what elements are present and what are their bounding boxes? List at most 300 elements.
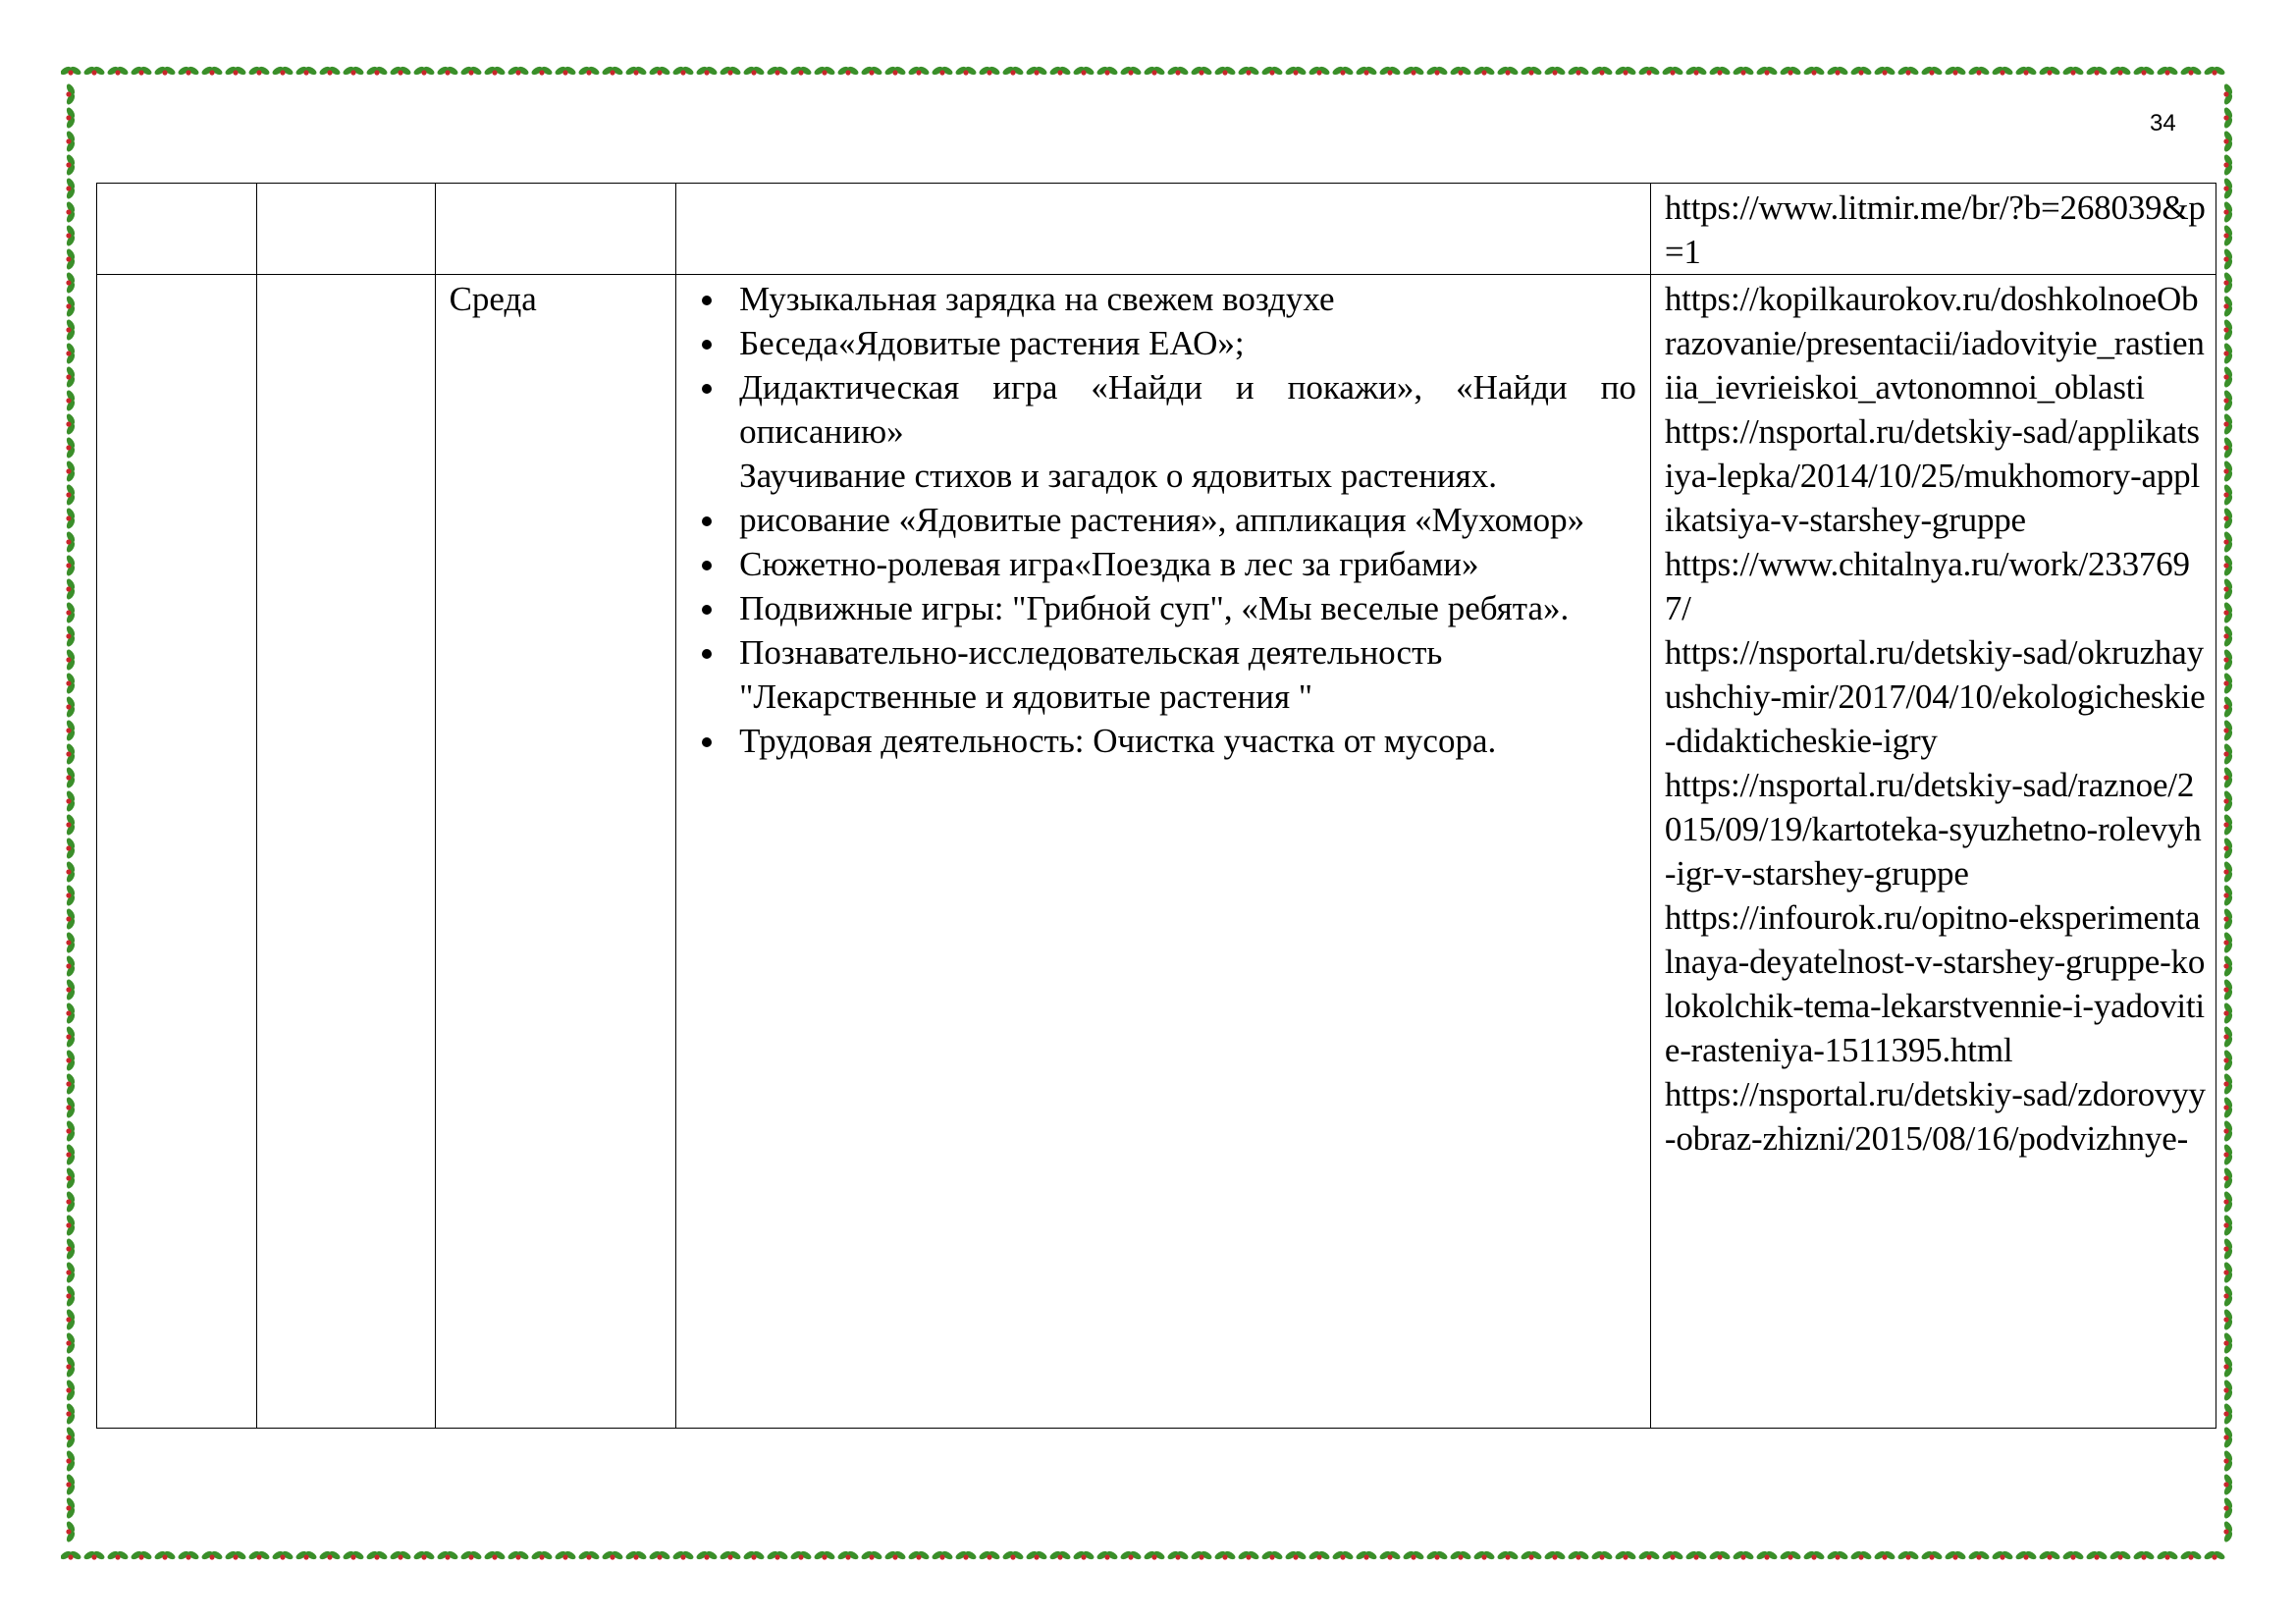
activity-item: Беседа«Ядовитые растения ЕАО»; — [690, 321, 1636, 365]
holly-leaf-icon — [2132, 65, 2156, 77]
holly-leaf-icon — [2179, 65, 2203, 77]
holly-leaf-icon — [1991, 1549, 2014, 1561]
holly-leaf-icon — [813, 65, 836, 77]
holly-leaf-icon — [65, 177, 77, 200]
holly-leaf-icon — [1425, 65, 1449, 77]
activities-cell — [676, 275, 1651, 1429]
holly-leaf-icon — [1048, 1549, 1072, 1561]
holly-leaf-icon — [365, 65, 389, 77]
holly-leaf-icon — [1425, 1549, 1449, 1561]
holly-leaf-icon — [106, 1549, 130, 1561]
activity-item: рисование «Ядовитые растения», аппликация «Мухомор» — [690, 498, 1636, 542]
holly-leaf-icon — [247, 65, 271, 77]
holly-leaf-icon — [2222, 1049, 2234, 1072]
holly-leaf-icon — [483, 65, 507, 77]
holly-leaf-icon — [1190, 1549, 1213, 1561]
holly-leaf-icon — [342, 1549, 365, 1561]
holly-leaf-icon — [2222, 507, 2234, 530]
holly-leaf-icon — [2222, 554, 2234, 577]
holly-leaf-icon — [883, 65, 907, 77]
holly-leaf-icon — [2222, 177, 2234, 200]
holly-leaf-icon — [1520, 1549, 1543, 1561]
holly-leaf-icon — [65, 860, 77, 884]
holly-leaf-icon — [1472, 1549, 1496, 1561]
holly-leaf-icon — [1402, 65, 1425, 77]
holly-leaf-icon — [2222, 1379, 2234, 1402]
holly-leaf-icon — [1590, 65, 1614, 77]
holly-leaf-icon — [65, 1096, 77, 1119]
resource-link[interactable]: https://www.chitalnya.ru/work/2337697/ — [1664, 545, 2190, 627]
holly-leaf-icon — [2222, 1308, 2234, 1331]
holly-leaf-icon — [2038, 65, 2061, 77]
holly-leaf-icon — [2156, 65, 2179, 77]
holly-leaf-icon — [65, 460, 77, 483]
activity-item: Музыкальная зарядка на свежем воздухе — [690, 277, 1636, 321]
holly-leaf-icon — [1496, 1549, 1520, 1561]
holly-leaf-icon — [2222, 719, 2234, 742]
holly-leaf-icon — [65, 601, 77, 624]
holly-leaf-icon — [65, 247, 77, 271]
holly-leaf-icon — [65, 507, 77, 530]
table-cell-empty — [256, 184, 435, 275]
holly-leaf-icon — [2222, 130, 2234, 153]
holly-leaf-icon — [82, 65, 106, 77]
holly-leaf-icon — [65, 837, 77, 860]
holly-leaf-icon — [2156, 1549, 2179, 1561]
holly-leaf-icon — [2222, 271, 2234, 295]
holly-leaf-icon — [1614, 1549, 1637, 1561]
holly-leaf-icon — [648, 65, 671, 77]
holly-leaf-icon — [836, 65, 860, 77]
holly-leaf-icon — [61, 65, 82, 77]
holly-leaf-icon — [530, 1549, 554, 1561]
table-row — [97, 184, 2216, 275]
holly-leaf-icon — [2014, 65, 2038, 77]
holly-leaf-icon — [2109, 1549, 2132, 1561]
holly-leaf-icon — [2222, 1496, 2234, 1520]
holly-leaf-icon — [1237, 1549, 1260, 1561]
holly-leaf-icon — [65, 1143, 77, 1166]
activity-item: Трудовая деятельность: Очистка участка от мусора. — [690, 719, 1636, 763]
holly-leaf-icon — [65, 1261, 77, 1284]
holly-leaf-icon — [65, 530, 77, 554]
holly-leaf-icon — [2222, 1166, 2234, 1190]
holly-leaf-icon — [65, 1473, 77, 1496]
holly-leaf-icon — [1590, 1549, 1614, 1561]
holly-leaf-icon — [65, 742, 77, 766]
holly-leaf-icon — [1944, 65, 1967, 77]
holly-leaf-icon — [1967, 65, 1991, 77]
holly-leaf-icon — [177, 65, 200, 77]
holly-leaf-icon — [1779, 65, 1802, 77]
holly-leaf-icon — [65, 365, 77, 389]
holly-leaf-icon — [65, 1426, 77, 1449]
holly-leaf-icon — [2222, 1261, 2234, 1284]
holly-leaf-icon — [1991, 65, 2014, 77]
holly-leaf-icon — [2222, 1355, 2234, 1379]
holly-leaf-icon — [1308, 65, 1331, 77]
holly-leaf-icon — [65, 978, 77, 1001]
holly-leaf-icon — [65, 271, 77, 295]
holly-leaf-icon — [1166, 1549, 1190, 1561]
holly-leaf-icon — [2222, 153, 2234, 177]
holly-leaf-icon — [1496, 65, 1520, 77]
activity-list — [690, 277, 1636, 763]
holly-leaf-icon — [2222, 530, 2234, 554]
holly-leaf-icon — [65, 82, 77, 106]
holly-leaf-icon — [1143, 65, 1166, 77]
holly-leaf-icon — [318, 65, 342, 77]
holly-leaf-icon — [1755, 1549, 1779, 1561]
holly-leaf-icon — [2222, 601, 2234, 624]
holly-leaf-icon — [82, 1549, 106, 1561]
holly-leaf-icon — [1779, 1549, 1802, 1561]
holly-leaf-icon — [65, 1049, 77, 1072]
holly-leaf-icon — [2222, 1214, 2234, 1237]
holly-leaf-icon — [978, 65, 1001, 77]
holly-leaf-icon — [2222, 1025, 2234, 1049]
holly-leaf-icon — [742, 1549, 766, 1561]
holly-leaf-icon — [2132, 1549, 2156, 1561]
holly-leaf-icon — [65, 1520, 77, 1543]
holly-leaf-icon — [200, 65, 224, 77]
resource-link[interactable]: https://nsportal.ru/detskiy-sad/okruzhayushchiy-mir/2017/04/10/ekologicheskie-didakticheskie-igry — [1664, 633, 2206, 760]
holly-leaf-icon — [153, 1549, 177, 1561]
holly-leaf-icon — [1826, 65, 1849, 77]
holly-leaf-icon — [2014, 1549, 2038, 1561]
activity-item: Дидактическая игра «Найди и покажи», «Найди по описанию» — [690, 365, 1636, 454]
holly-leaf-icon — [907, 65, 931, 77]
holly-leaf-icon — [1684, 65, 1708, 77]
holly-leaf-icon — [65, 766, 77, 789]
holly-leaf-icon — [954, 1549, 978, 1561]
holly-leaf-icon — [65, 224, 77, 247]
holly-leaf-icon — [65, 436, 77, 460]
holly-leaf-icon — [1920, 1549, 1944, 1561]
table-cell-empty — [256, 275, 435, 1429]
holly-leaf-icon — [2222, 648, 2234, 672]
table-cell-empty — [97, 275, 257, 1429]
holly-leaf-icon — [1355, 65, 1378, 77]
holly-leaf-icon — [389, 1549, 412, 1561]
holly-leaf-icon — [1732, 65, 1755, 77]
holly-leaf-icon — [2222, 295, 2234, 318]
holly-leaf-icon — [554, 1549, 577, 1561]
holly-leaf-icon — [2222, 1143, 2234, 1166]
holly-leaf-icon — [65, 153, 77, 177]
holly-leaf-icon — [1543, 65, 1567, 77]
holly-leaf-icon — [177, 1549, 200, 1561]
holly-leaf-icon — [719, 65, 742, 77]
holly-leaf-icon — [2222, 106, 2234, 130]
holly-leaf-icon — [2222, 1449, 2234, 1473]
holly-leaf-icon — [2222, 1190, 2234, 1214]
holly-leaf-icon — [554, 65, 577, 77]
holly-leaf-icon — [2203, 1549, 2226, 1561]
holly-leaf-icon — [1708, 65, 1732, 77]
holly-leaf-icon — [200, 1549, 224, 1561]
holly-leaf-icon — [65, 907, 77, 931]
holly-leaf-icon — [1661, 1549, 1684, 1561]
holly-leaf-icon — [1614, 65, 1637, 77]
activity-table — [96, 183, 2216, 1429]
holly-leaf-icon — [577, 1549, 601, 1561]
day-cell: Среда — [435, 275, 676, 1429]
holly-leaf-icon — [1284, 65, 1308, 77]
holly-leaf-icon — [1967, 1549, 1991, 1561]
holly-leaf-icon — [671, 1549, 695, 1561]
holly-leaf-icon — [1260, 1549, 1284, 1561]
holly-leaf-icon — [459, 1549, 483, 1561]
holly-leaf-icon — [2222, 389, 2234, 412]
holly-leaf-icon — [2222, 247, 2234, 271]
resource-link[interactable]: https://nsportal.ru/detskiy-sad/raznoe/2015/09/19/kartoteka-syuzhetno-rolevyh-igr-v-starshey-gruppe — [1664, 766, 2202, 893]
holly-leaf-icon — [1684, 1549, 1708, 1561]
holly-leaf-icon — [2222, 82, 2234, 106]
holly-leaf-icon — [507, 65, 530, 77]
holly-leaf-icon — [65, 1355, 77, 1379]
holly-leaf-icon — [65, 483, 77, 507]
holly-leaf-icon — [1920, 65, 1944, 77]
holly-leaf-icon — [65, 577, 77, 601]
holly-leaf-icon — [65, 1379, 77, 1402]
holly-leaf-icon — [931, 65, 954, 77]
holly-leaf-icon — [2179, 1549, 2203, 1561]
holly-leaf-icon — [1260, 65, 1284, 77]
holly-leaf-icon — [1237, 65, 1260, 77]
holly-leaf-icon — [1284, 1549, 1308, 1561]
holly-leaf-icon — [1072, 1549, 1095, 1561]
holly-leaf-icon — [65, 695, 77, 719]
holly-leaf-icon — [601, 65, 624, 77]
holly-leaf-icon — [1802, 65, 1826, 77]
holly-leaf-icon — [1355, 1549, 1378, 1561]
holly-leaf-icon — [2222, 365, 2234, 389]
holly-leaf-icon — [2222, 577, 2234, 601]
holly-leaf-icon — [2061, 65, 2085, 77]
holly-leaf-icon — [65, 1072, 77, 1096]
holly-leaf-icon — [1143, 1549, 1166, 1561]
holly-leaf-icon — [65, 200, 77, 224]
holly-leaf-icon — [2222, 318, 2234, 342]
holly-leaf-icon — [954, 65, 978, 77]
holly-leaf-icon — [1025, 65, 1048, 77]
table-row — [97, 275, 2216, 1429]
holly-leaf-icon — [1001, 65, 1025, 77]
holly-leaf-icon — [65, 1025, 77, 1049]
table-cell-empty — [97, 184, 257, 275]
holly-leaf-icon — [507, 1549, 530, 1561]
holly-leaf-icon — [2222, 931, 2234, 954]
holly-leaf-icon — [65, 1402, 77, 1426]
holly-leaf-icon — [1661, 65, 1684, 77]
holly-leaf-icon — [1849, 65, 1873, 77]
holly-leaf-icon — [224, 65, 247, 77]
holly-leaf-icon — [2085, 65, 2109, 77]
holly-leaf-icon — [271, 1549, 294, 1561]
holly-leaf-icon — [1001, 1549, 1025, 1561]
holly-leaf-icon — [2222, 1119, 2234, 1143]
holly-leaf-icon — [65, 719, 77, 742]
holly-leaf-icon — [742, 65, 766, 77]
holly-leaf-icon — [1048, 65, 1072, 77]
holly-leaf-icon — [65, 672, 77, 695]
holly-leaf-icon — [65, 1214, 77, 1237]
holly-leaf-icon — [1331, 1549, 1355, 1561]
holly-leaf-icon — [1213, 65, 1237, 77]
holly-leaf-icon — [1025, 1549, 1048, 1561]
holly-leaf-icon — [2222, 342, 2234, 365]
holly-leaf-icon — [1449, 65, 1472, 77]
holly-leaf-icon — [577, 65, 601, 77]
holly-leaf-icon — [65, 130, 77, 153]
holly-leaf-icon — [412, 1549, 436, 1561]
holly-leaf-icon — [766, 1549, 789, 1561]
holly-leaf-icon — [2222, 624, 2234, 648]
holly-leaf-icon — [907, 1549, 931, 1561]
holly-leaf-icon — [130, 1549, 153, 1561]
holly-leaf-icon — [1944, 1549, 1967, 1561]
holly-leaf-icon — [342, 65, 365, 77]
holly-leaf-icon — [318, 1549, 342, 1561]
holly-leaf-icon — [1543, 1549, 1567, 1561]
holly-leaf-icon — [2222, 672, 2234, 695]
holly-leaf-icon — [65, 1190, 77, 1214]
holly-leaf-icon — [153, 65, 177, 77]
page-number: 34 — [2150, 110, 2176, 136]
holly-leaf-icon — [1896, 1549, 1920, 1561]
holly-leaf-icon — [695, 65, 719, 77]
holly-leaf-icon — [2222, 860, 2234, 884]
holly-leaf-icon — [65, 1449, 77, 1473]
holly-leaf-icon — [2222, 1426, 2234, 1449]
holly-leaf-icon — [2222, 1473, 2234, 1496]
holly-leaf-icon — [65, 884, 77, 907]
holly-leaf-icon — [883, 1549, 907, 1561]
resource-link[interactable]: https://nsportal.ru/detskiy-sad/applikatsiya-lepka/2014/10/25/mukhomory-applikatsiya-v-starshey-gruppe — [1664, 412, 2200, 539]
holly-leaf-icon — [65, 318, 77, 342]
holly-leaf-icon — [65, 1166, 77, 1190]
holly-leaf-icon — [1472, 65, 1496, 77]
holly-leaf-icon — [2222, 1284, 2234, 1308]
holly-leaf-icon — [978, 1549, 1001, 1561]
holly-leaf-icon — [2061, 1549, 2085, 1561]
holly-leaf-icon — [766, 65, 789, 77]
holly-leaf-icon — [1637, 1549, 1661, 1561]
holly-leaf-icon — [601, 1549, 624, 1561]
activity-item: Познавательно-исследовательская деятельность "Лекарственные и ядовитые растения " — [690, 630, 1636, 719]
holly-leaf-icon — [1826, 1549, 1849, 1561]
holly-leaf-icon — [247, 1549, 271, 1561]
holly-leaf-icon — [1732, 1549, 1755, 1561]
holly-leaf-icon — [65, 342, 77, 365]
holly-leaf-icon — [860, 65, 883, 77]
holly-leaf-icon — [1166, 65, 1190, 77]
holly-leaf-icon — [813, 1549, 836, 1561]
holly-leaf-icon — [624, 1549, 648, 1561]
holly-leaf-icon — [836, 1549, 860, 1561]
holly-leaf-icon — [648, 1549, 671, 1561]
holly-leaf-icon — [2222, 1072, 2234, 1096]
resource-link[interactable]: https://www.litmir.me/br/?b=268039&p=1 — [1664, 189, 2206, 271]
holly-leaf-icon — [294, 1549, 318, 1561]
holly-leaf-icon — [483, 1549, 507, 1561]
holly-leaf-icon — [1708, 1549, 1732, 1561]
holly-leaf-icon — [65, 295, 77, 318]
holly-leaf-icon — [2085, 1549, 2109, 1561]
holly-leaf-icon — [2222, 224, 2234, 247]
holly-leaf-icon — [2222, 978, 2234, 1001]
holly-leaf-icon — [1449, 1549, 1472, 1561]
holly-leaf-icon — [2222, 483, 2234, 507]
holly-leaf-icon — [1378, 65, 1402, 77]
holly-leaf-icon — [412, 65, 436, 77]
holly-leaf-icon — [2109, 65, 2132, 77]
holly-leaf-icon — [2222, 789, 2234, 813]
holly-leaf-icon — [530, 65, 554, 77]
holly-leaf-icon — [1802, 1549, 1826, 1561]
links-cell — [1650, 184, 2216, 275]
holly-leaf-icon — [65, 1237, 77, 1261]
holly-leaf-icon — [1119, 1549, 1143, 1561]
holly-leaf-icon — [436, 65, 459, 77]
holly-leaf-icon — [65, 954, 77, 978]
holly-leaf-icon — [1190, 65, 1213, 77]
holly-leaf-icon — [130, 65, 153, 77]
holly-leaf-icon — [65, 789, 77, 813]
holly-leaf-icon — [1072, 65, 1095, 77]
holly-leaf-icon — [65, 648, 77, 672]
holly-leaf-icon — [65, 389, 77, 412]
holly-leaf-icon — [2222, 837, 2234, 860]
holly-leaf-icon — [65, 813, 77, 837]
holly-leaf-icon — [2222, 813, 2234, 837]
holly-leaf-icon — [365, 1549, 389, 1561]
holly-leaf-icon — [65, 1001, 77, 1025]
holly-leaf-icon — [1567, 1549, 1590, 1561]
holly-leaf-icon — [1119, 65, 1143, 77]
holly-leaf-icon — [2222, 766, 2234, 789]
holly-leaf-icon — [2222, 1096, 2234, 1119]
holly-leaf-icon — [2222, 1331, 2234, 1355]
holly-leaf-icon — [789, 65, 813, 77]
activity-item: Подвижные игры: "Грибной суп", «Мы веселые ребята». — [690, 586, 1636, 630]
holly-leaf-icon — [2222, 412, 2234, 436]
activities-cell — [676, 184, 1651, 275]
holly-leaf-icon — [2222, 884, 2234, 907]
holly-leaf-icon — [459, 65, 483, 77]
activity-item: Сюжетно-ролевая игра«Поездка в лес за грибами» — [690, 542, 1636, 586]
holly-leaf-icon — [2203, 65, 2226, 77]
holly-leaf-icon — [2222, 1001, 2234, 1025]
links-cell — [1650, 275, 2216, 1429]
holly-leaf-icon — [65, 412, 77, 436]
resource-link[interactable]: https://infourok.ru/opitno-eksperimentalnaya-deyatelnost-v-starshey-gruppe-kolokolchik-tema-lekarstvennie-i-yadovitie-rasteniya-1511395.html — [1664, 898, 2206, 1069]
resource-link[interactable]: https://nsportal.ru/detskiy-sad/zdorovyy-obraz-zhizni/2015/08/16/podvizhnye- — [1664, 1075, 2206, 1158]
holly-leaf-icon — [1213, 1549, 1237, 1561]
holly-leaf-icon — [65, 624, 77, 648]
holly-leaf-icon — [61, 1549, 82, 1561]
holly-leaf-icon — [1873, 65, 1896, 77]
holly-leaf-icon — [695, 1549, 719, 1561]
holly-leaf-icon — [65, 1308, 77, 1331]
holly-leaf-icon — [789, 1549, 813, 1561]
holly-leaf-icon — [2222, 742, 2234, 766]
holly-leaf-icon — [2222, 1237, 2234, 1261]
resource-link[interactable]: https://kopilkaurokov.ru/doshkolnoeObrazovanie/presentacii/iadovityie_rastieniia_ievrieiskoi_avtonomnoi_oblasti — [1664, 280, 2205, 406]
holly-leaf-icon — [106, 65, 130, 77]
holly-leaf-icon — [719, 1549, 742, 1561]
